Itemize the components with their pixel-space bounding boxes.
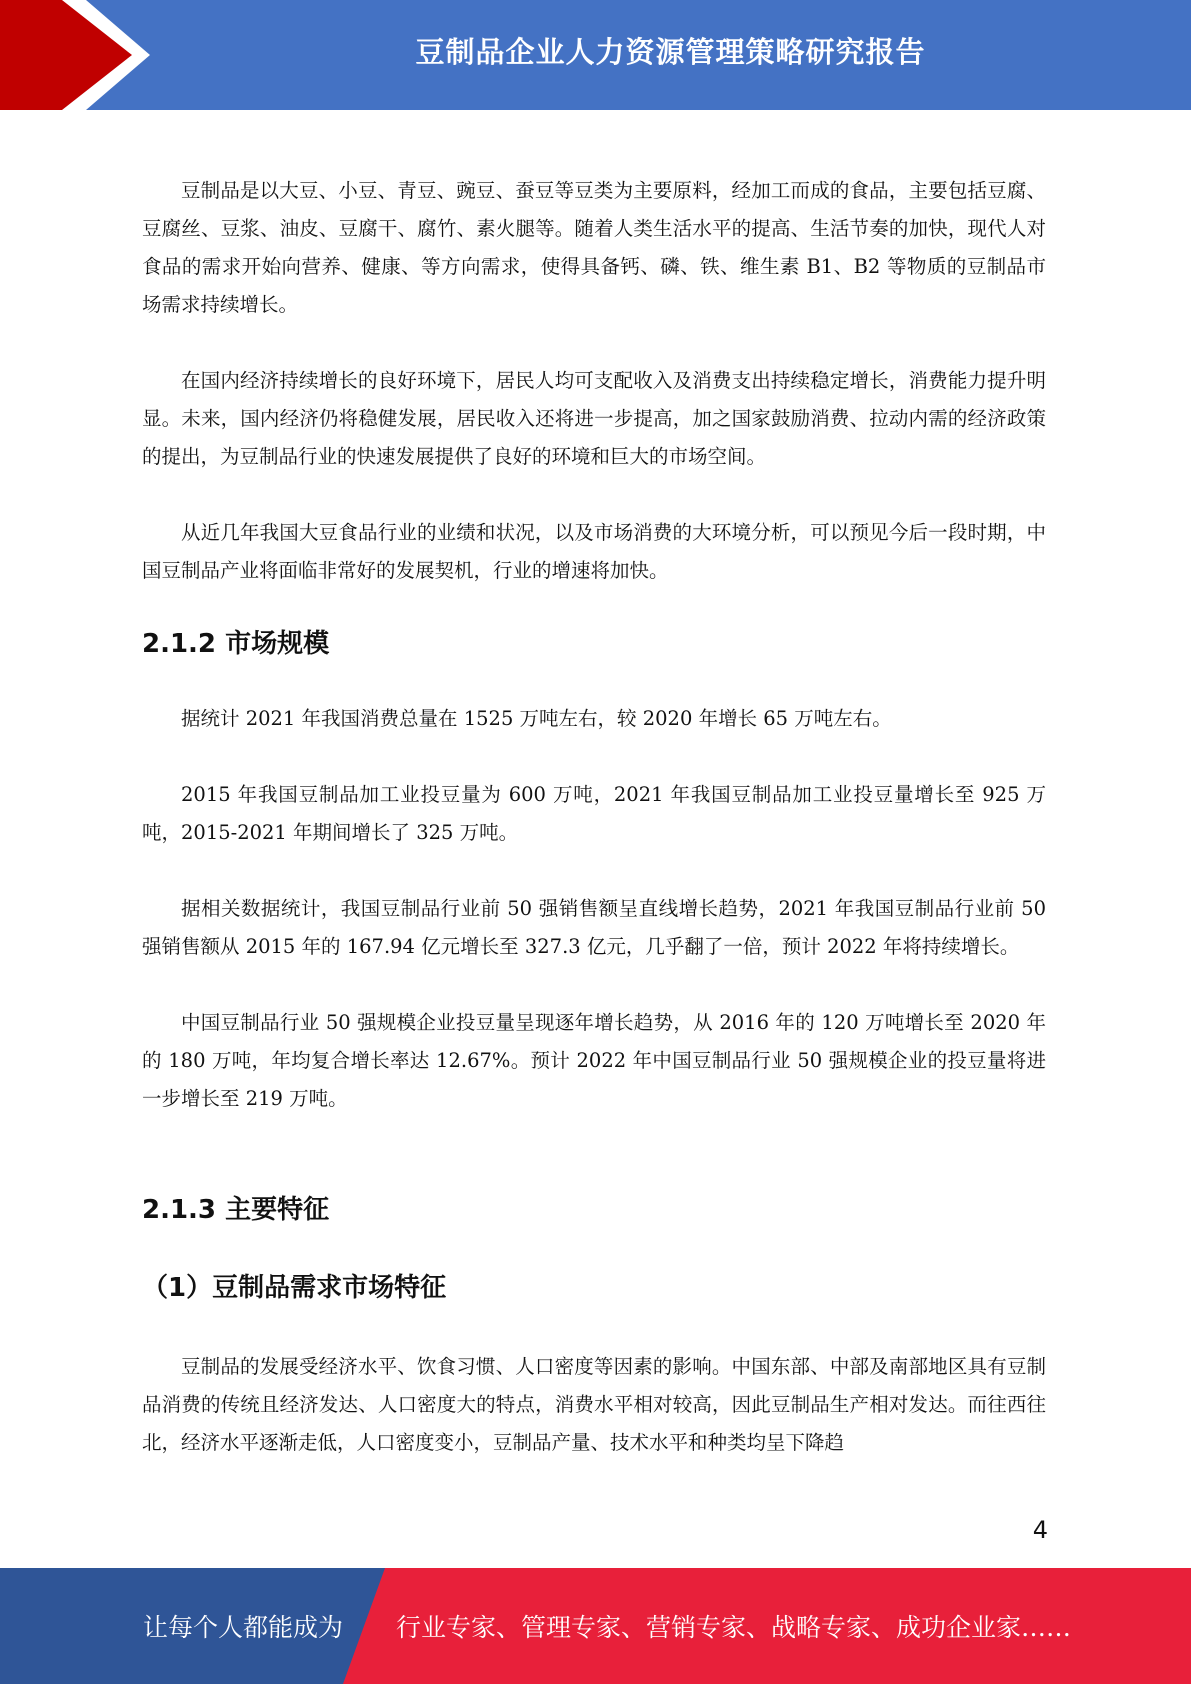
subsection-heading-demand: （1）豆制品需求市场特征: [142, 1273, 447, 1303]
page-number: 4: [1032, 1516, 1048, 1544]
paragraph-consumption: 据统计 2021 年我国消费总量在 1525 万吨左右，较 2020 年增长 65 万吨左右。: [181, 707, 892, 730]
paragraph-demand-features: 豆制品的发展受经济水平、饮食习惯、人口密度等因素的影响。中国东部、中部及南部地区具有豆制品消费的传统且经济发达、人口密度大的特点，消费水平相对较高，因此豆制品生产相对发达。而往西往北，经济水平逐渐走低，人口密度变小，豆制品产量、技术水平和种类均呈下降趋: [142, 1355, 1046, 1454]
paragraph-economy: 在国内经济持续增长的良好环境下，居民人均可支配收入及消费支出持续稳定增长，消费能力提升明显。未来，国内经济仍将稳健发展，居民收入还将进一步提高，加之国家鼓励消费、拉动内需的经济政策的提出，为豆制品行业的快速发展提供了良好的环境和巨大的市场空间。: [142, 369, 1046, 468]
document-title: 豆制品企业人力资源管理策略研究报告: [415, 34, 926, 69]
header-band: [0, 0, 1191, 110]
section-heading-main-features: 2.1.3 主要特征: [142, 1195, 330, 1225]
paragraph-top50-sales: 据相关数据统计，我国豆制品行业前 50 强销售额呈直线增长趋势，2021 年我国豆制品行业前 50 强销售额从 2015 年的 167.94 亿元增长至 327.3 亿元，几乎翻了一倍，预计 2022 年将持续增长。: [142, 897, 1046, 958]
footer-slogan-right: 行业专家、管理专家、营销专家、战略专家、成功企业家……: [396, 1613, 1072, 1642]
section-heading-market-size: 2.1.2 市场规模: [142, 629, 330, 659]
footer-slogan-left: 让每个人都能成为: [143, 1613, 344, 1642]
footer-band: [0, 1568, 1191, 1684]
paragraph-intro: 豆制品是以大豆、小豆、青豆、豌豆、蚕豆等豆类为主要原料，经加工而成的食品，主要包括豆腐、豆腐丝、豆浆、油皮、豆腐干、腐竹、素火腿等。随着人类生活水平的提高、生活节奏的加快，现代人对食品的需求开始向营养、健康、等方向需求，使得具备钙、磷、铁、维生素 B1、B2 等物质的豆制品市场需求持续增长。: [142, 179, 1046, 316]
document-body: [142, 172, 1046, 1462]
paragraph-outlook: 从近几年我国大豆食品行业的业绩和状况，以及市场消费的大环境分析，可以预见今后一段时期，中国豆制品产业将面临非常好的发展契机，行业的增速将加快。: [142, 521, 1046, 582]
paragraph-top50-volume: 中国豆制品行业 50 强规模企业投豆量呈现逐年增长趋势，从 2016 年的 120 万吨增长至 2020 年的 180 万吨，年均复合增长率达 12.67%。预计 2022 年中国豆制品行业 50 强规模企业的投豆量将进一步增长至 219 万吨。: [142, 1011, 1046, 1110]
paragraph-processing-volume: 2015 年我国豆制品加工业投豆量为 600 万吨，2021 年我国豆制品加工业投豆量增长至 925 万吨，2015-2021 年期间增长了 325 万吨。: [142, 783, 1046, 844]
